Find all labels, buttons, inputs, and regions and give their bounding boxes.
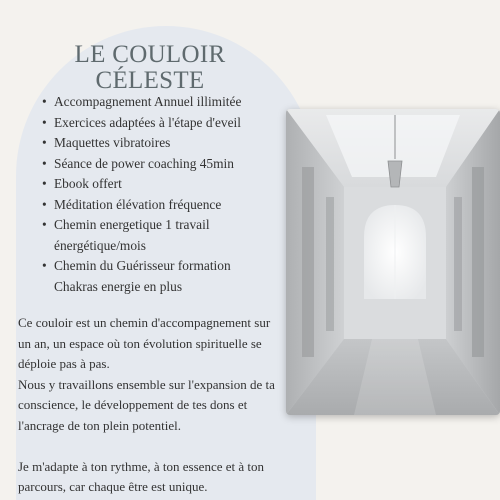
feature-text: Chakras energie en plus	[54, 278, 183, 294]
paragraph-gap	[18, 436, 290, 457]
description-line: Nous y travaillons ensemble sur l'expansion de ta	[18, 376, 275, 392]
bullet-icon: •	[42, 258, 47, 273]
feature-text: Séance de power coaching 45min	[54, 155, 234, 171]
feature-item	[20, 133, 280, 154]
description	[18, 313, 290, 498]
bullet-icon: •	[42, 217, 47, 232]
feature-item	[20, 256, 280, 297]
title-line-1: LE COULOIR	[74, 41, 226, 68]
title-line-2: CÉLESTE	[95, 67, 205, 94]
feature-item	[20, 154, 280, 175]
bullet-icon: •	[42, 114, 47, 130]
description-line: Ce couloir est un chemin d'accompagnement sur	[18, 315, 271, 330]
feature-text: Maquettes vibratoires	[54, 135, 171, 150]
feature-list	[20, 92, 280, 297]
description-paragraph-1	[18, 313, 290, 436]
description-line: déploie pas à pas.	[18, 356, 110, 371]
bullet-icon: •	[42, 135, 47, 150]
feature-item	[20, 174, 280, 195]
page-title	[60, 42, 240, 94]
feature-text: Accompagnement Annuel illimitée	[54, 94, 242, 109]
bullet-icon: •	[42, 176, 47, 191]
corridor-photo	[286, 109, 500, 415]
feature-item	[20, 195, 280, 216]
description-line: parcours, car chaque être est unique.	[18, 479, 208, 494]
feature-item	[20, 113, 280, 134]
description-line: l'ancrage de ton plein potentiel.	[18, 417, 181, 433]
feature-text: Exercices adaptées à l'étape d'eveil	[54, 114, 241, 130]
feature-text: Ebook offert	[54, 176, 122, 191]
corridor-illustration	[286, 109, 500, 415]
feature-item	[20, 92, 280, 113]
feature-item	[20, 215, 280, 256]
bullet-icon: •	[42, 155, 47, 171]
feature-text: énergétique/mois	[54, 237, 146, 253]
feature-text: Méditation élévation fréquence	[54, 196, 222, 212]
feature-text: Chemin energetique 1 travail	[54, 217, 210, 232]
description-paragraph-2	[18, 457, 290, 498]
bullet-icon: •	[42, 94, 47, 109]
description-line: Je m'adapte à ton rythme, à ton essence et à ton	[18, 458, 265, 474]
description-line: un an, un espace où ton évolution spirituelle se	[18, 335, 262, 351]
description-line: conscience, le développement de tes dons et	[18, 397, 248, 412]
feature-text: Chemin du Guérisseur formation	[54, 258, 231, 273]
bullet-icon: •	[42, 196, 47, 212]
